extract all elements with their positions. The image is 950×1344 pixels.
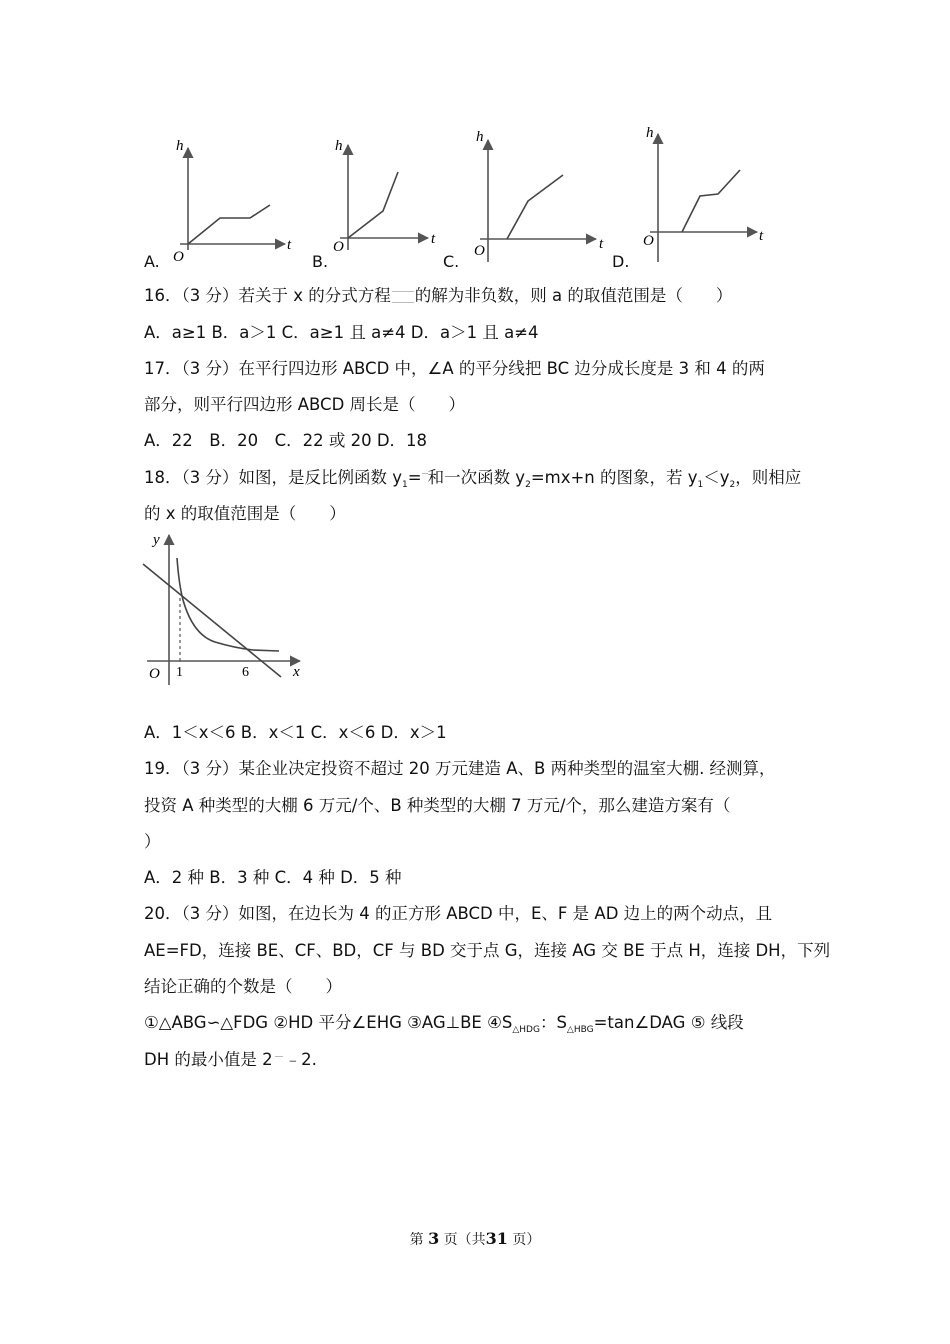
graph-a <box>173 138 292 265</box>
q18-text-d: =mx+n 的图象，若 y <box>530 468 698 487</box>
q15-option-c[interactable]: C. <box>443 252 460 271</box>
q16-stem <box>144 285 732 307</box>
graph-d-h: h <box>646 125 654 141</box>
q18-graph-tick6: 6 <box>242 665 249 680</box>
q19-line2: 投资 A 种类型的大棚 6 万元/个、B 种类型的大棚 7 万元/个，那么建造方案有（ <box>144 796 731 815</box>
q18-graph-o: O <box>149 666 160 682</box>
q15-option-a[interactable]: A. <box>144 252 160 271</box>
footer-page-number: 3 <box>428 1229 440 1248</box>
q18-text-e: ＜y <box>703 468 730 487</box>
q18-sub1: 1 <box>402 480 408 490</box>
q18-graph <box>135 530 335 700</box>
graph-d-o: O <box>643 233 654 249</box>
q17-line1: 17．（3 分）在平行四边形 ABCD 中，∠A 的平分线把 BC 边分成长度是 3 和 4 的两 <box>144 359 765 378</box>
q20-line4-a: ①△ABG∽△FDG ②HD 平分∠EHG ③AG⊥BE ④S <box>144 1013 513 1032</box>
q16-stem-post: 的解为非负数，则 a 的取值范围是（ ） <box>414 286 733 305</box>
q19-line3: ） <box>144 832 161 851</box>
q16-fraction-image <box>392 291 414 303</box>
q19-line1: 19．（3 分）某企业决定投资不超过 20 万元建造 A、B 两种类型的温室大棚. 经测算， <box>144 759 776 778</box>
q18-text-a: 18．（3 分）如图，是反比例函数 y <box>144 468 402 487</box>
q20-line5 <box>144 1049 317 1071</box>
footer-post: 页） <box>512 1232 541 1248</box>
q18-line2: 的 x 的取值范围是（ ） <box>144 504 346 523</box>
q17-line2: 部分，则平行四边形 ABCD 周长是（ ） <box>144 395 466 414</box>
graph-b <box>333 138 436 255</box>
q18-graph-x: x <box>293 664 300 680</box>
q20-line2: AE=FD，连接 BE、CF、BD，CF 与 BD 交于点 G，连接 AG 交 BE 于点 H，连接 DH，下列 <box>144 941 831 960</box>
graph-c-o: O <box>474 243 485 259</box>
graph-a-t: t <box>287 237 292 253</box>
q15-graphs <box>0 0 950 280</box>
q15-option-d[interactable]: D. <box>612 252 630 271</box>
graph-c-t: t <box>599 236 604 252</box>
q20-line3: 结论正确的个数是（ ） <box>144 977 342 996</box>
footer-pre: 第 <box>409 1232 424 1248</box>
q15-option-b[interactable]: B. <box>312 252 329 271</box>
graph-c <box>474 129 604 262</box>
graph-c-h: h <box>476 129 484 145</box>
q18-choices[interactable]: A．1＜x＜6 B．x＜1 C．x＜6 D．x＞1 <box>144 723 447 742</box>
footer-total-pages: 31 <box>485 1229 508 1248</box>
q20-sub-hbg: △HBG <box>566 1025 594 1035</box>
graph-a-o: O <box>173 249 184 265</box>
q18-text-f: ，则相应 <box>735 468 802 487</box>
q20-line5-a: DH 的最小值是 2 <box>144 1050 273 1069</box>
q18-sub4: 2 <box>729 480 736 490</box>
graph-b-o: O <box>333 239 344 255</box>
graph-b-h: h <box>335 138 343 154</box>
q18-text-c: 和一次函数 y <box>427 468 526 487</box>
q20-line5-b: ﹣2. <box>284 1050 317 1069</box>
q16-stem-pre: 16．（3 分）若关于 x 的分式方程 <box>144 286 391 305</box>
q16-choices[interactable]: A．a≥1 B．a＞1 C．a≥1 且 a≠4 D．a＞1 且 a≠4 <box>144 323 539 342</box>
graph-a-h: h <box>176 138 184 154</box>
q20-line4 <box>144 1012 744 1041</box>
footer-mid: 页（共 <box>443 1232 486 1248</box>
q20-line4-b: ：S <box>539 1013 567 1032</box>
q17-choices[interactable]: A．22 B．20 C．22 或 20 D．18 <box>144 431 428 450</box>
q18-text-b: = <box>407 468 422 487</box>
q20-sqrt-image <box>275 1056 283 1065</box>
page-footer <box>0 1229 950 1249</box>
q20-line1: 20．（3 分）如图，在边长为 4 的正方形 ABCD 中，E、F 是 AD 边上的两个动点，且 <box>144 904 773 923</box>
graph-d <box>643 125 764 262</box>
q18-graph-y: y <box>153 532 160 548</box>
q18-graph-tick1: 1 <box>176 665 183 680</box>
graph-d-t: t <box>759 228 764 244</box>
q18-sub3: 1 <box>697 480 704 490</box>
q20-line4-c: =tan∠DAG ⑤ 线段 <box>593 1013 744 1032</box>
q18-sub2: 2 <box>525 480 531 490</box>
q18-line1 <box>144 467 801 496</box>
q19-choices[interactable]: A．2 种 B．3 种 C．4 种 D．5 种 <box>144 868 402 887</box>
q20-sub-hdg: △HDG <box>512 1025 540 1035</box>
graph-b-t: t <box>431 231 436 247</box>
